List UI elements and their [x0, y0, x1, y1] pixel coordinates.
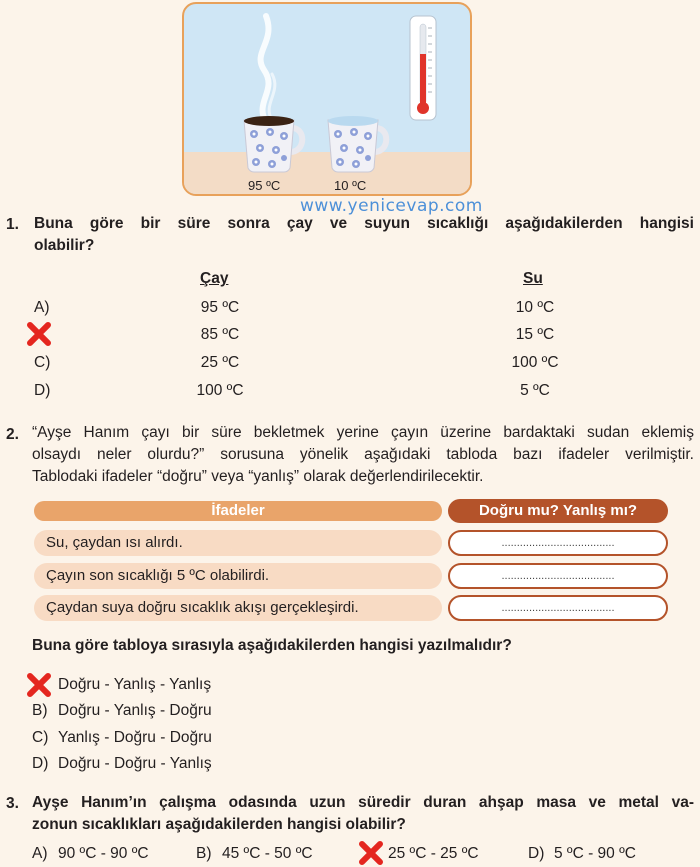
statement-row-3: Çaydan suya doğru sıcaklık akışı gerçekleşirdi. — [34, 595, 442, 621]
q3-option-d-letter[interactable]: D) — [528, 845, 545, 862]
q2-text-line3: Tablodaki ifadeler “doğru” veya “yanlış” olarak değerlendirilecektir. — [32, 468, 484, 485]
q1-option-d-su: 5 ºC — [520, 382, 550, 399]
q1-option-b-cay: 85 ºC — [200, 326, 240, 343]
q3-option-a-letter[interactable]: A) — [32, 845, 48, 862]
q1-option-d-letter[interactable]: D) — [34, 382, 51, 399]
q2-number: 2. — [6, 426, 19, 443]
statement-row-1: Su, çaydan ısı alırdı. — [34, 530, 442, 556]
q3-option-c[interactable]: 25 ºC - 25 ºC — [388, 845, 479, 862]
q1-option-b-su: 15 ºC — [515, 326, 555, 343]
water-temp-label: 10 ºC — [334, 178, 367, 193]
answer-cross-mark-icon — [26, 672, 52, 698]
statements-table-header: İfadeler — [34, 501, 442, 521]
water-cup-icon — [324, 112, 390, 174]
q2-option-d[interactable]: Doğru - Doğru - Yanlış — [58, 755, 212, 772]
true-false-table-header: Doğru mu? Yanlış mı? — [448, 499, 668, 523]
cups-illustration — [182, 2, 472, 196]
q3-text-line1: Ayşe Hanım’ın çalışma odasında uzun süredir duran ahşap masa ve metal va- — [32, 794, 694, 811]
statement-row-2: Çayın son sıcaklığı 5 ºC olabilirdi. — [34, 563, 442, 589]
q1-option-d-cay: 100 ºC — [196, 382, 244, 399]
answer-cross-mark-icon — [358, 840, 384, 866]
q2-option-d-letter[interactable]: D) — [32, 755, 49, 772]
steam-icon — [246, 12, 286, 124]
answer-field-3[interactable]: ..................................... — [448, 595, 668, 621]
q2-option-c[interactable]: Yanlış - Doğru - Doğru — [58, 729, 212, 746]
thermometer-icon — [408, 14, 438, 122]
answer-field-1[interactable]: ..................................... — [448, 530, 668, 556]
q1-text-line2: olabilir? — [34, 237, 95, 254]
q2-option-a[interactable]: Doğru - Yanlış - Yanlış — [58, 676, 212, 693]
q3-option-b-letter[interactable]: B) — [196, 845, 212, 862]
q1-col-cay: Çay — [200, 270, 229, 287]
tea-cup-icon — [240, 112, 306, 174]
q3-text-line2: zonun sıcaklıkları aşağıdakilerden hangisi olabilir? — [32, 816, 406, 833]
q2-question: Buna göre tabloya sırasıyla aşağıdakilerden hangisi yazılmalıdır? — [32, 637, 512, 654]
q1-option-c-letter[interactable]: C) — [34, 354, 51, 371]
watermark: www.yenicevap.com — [300, 196, 483, 216]
answer-cross-mark-icon — [26, 321, 52, 347]
q3-option-b[interactable]: 45 ºC - 50 ºC — [222, 845, 313, 862]
q2-text-line2: olsaydı neler olurdu?” sorusuna yönelik aşağıdaki tabloda bazı ifadeler verilmiştir. — [32, 446, 694, 463]
q2-option-b[interactable]: Doğru - Yanlış - Doğru — [58, 702, 212, 719]
q1-option-a-cay: 95 ºC — [200, 299, 240, 316]
q2-option-c-letter[interactable]: C) — [32, 729, 49, 746]
answer-field-2[interactable]: ..................................... — [448, 563, 668, 589]
q2-text-line1: “Ayşe Hanım çayı bir süre bekletmek yerine çayın üzerine bardaktaki sudan eklemiş — [32, 424, 694, 441]
q3-option-d[interactable]: 5 ºC - 90 ºC — [554, 845, 636, 862]
q1-number: 1. — [6, 216, 19, 233]
q1-option-c-cay: 25 ºC — [200, 354, 240, 371]
q1-option-a-su: 10 ºC — [515, 299, 555, 316]
tea-temp-label: 95 ºC — [248, 178, 281, 193]
q2-option-b-letter[interactable]: B) — [32, 702, 48, 719]
q1-text-line1: Buna göre bir süre sonra çay ve suyun sıcaklığı aşağıdakilerden hangisi — [34, 215, 694, 232]
q3-option-a[interactable]: 90 ºC - 90 ºC — [58, 845, 149, 862]
q1-option-c-su: 100 ºC — [511, 354, 559, 371]
q1-option-a-letter[interactable]: A) — [34, 299, 50, 316]
q1-col-su: Su — [523, 270, 543, 287]
q3-number: 3. — [6, 795, 19, 812]
